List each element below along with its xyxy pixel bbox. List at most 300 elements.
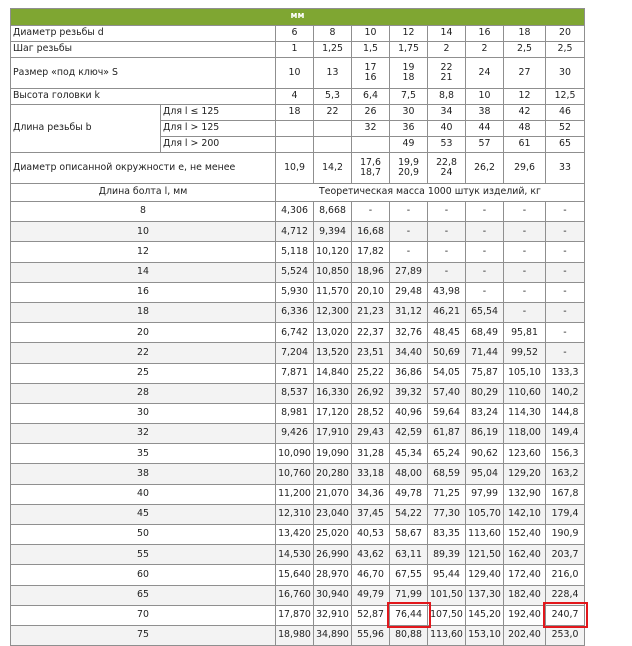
- mass-cell: 36,86: [390, 363, 428, 383]
- mass-cell: 57,40: [428, 383, 466, 403]
- mass-cell: 25,020: [314, 525, 352, 545]
- bolt-spec-table: [10, 8, 585, 646]
- param-value: 2,5: [504, 42, 546, 58]
- param-label: Шаг резьбы: [11, 42, 276, 58]
- param-value: 18: [504, 26, 546, 42]
- mass-cell: 18,96: [352, 262, 390, 282]
- mass-cell: 110,60: [504, 383, 546, 403]
- param-value: 46: [546, 105, 585, 121]
- mass-cell: 86,19: [466, 424, 504, 444]
- param-value-line: 26,2: [474, 161, 495, 173]
- param-value-line: 21: [440, 72, 453, 83]
- param-value: 36: [390, 121, 428, 137]
- mass-cell: 26,990: [314, 545, 352, 565]
- mass-cell: 16,330: [314, 383, 352, 403]
- mass-cell: 37,45: [352, 504, 390, 524]
- mass-cell: 33,18: [352, 464, 390, 484]
- param-value: 32: [352, 121, 390, 137]
- mass-cell: 9,426: [276, 424, 314, 444]
- bolt-length-cell: 14: [11, 262, 276, 282]
- param-value: [428, 153, 466, 184]
- param-value: 2: [466, 42, 504, 58]
- mass-cell: -: [546, 222, 585, 242]
- mass-cell: -: [504, 242, 546, 262]
- param-value: 26: [352, 105, 390, 121]
- param-value: 20: [546, 26, 585, 42]
- mass-cell: 144,8: [546, 403, 585, 423]
- param-value-line: 14,2: [322, 161, 343, 173]
- mass-cell: -: [466, 202, 504, 222]
- mass-cell: 13,420: [276, 525, 314, 545]
- mass-cell: 17,870: [276, 605, 314, 625]
- bolt-length-cell: 60: [11, 565, 276, 585]
- param-value: 38: [466, 105, 504, 121]
- bolt-length-cell: 8: [11, 202, 276, 222]
- mass-cell: 17,82: [352, 242, 390, 262]
- mass-cell: 49,79: [352, 585, 390, 605]
- mass-cell: 49,78: [390, 484, 428, 504]
- mass-cell: 28,52: [352, 403, 390, 423]
- mass-cell: -: [504, 302, 546, 322]
- mass-cell: 23,51: [352, 343, 390, 363]
- table-row: [11, 262, 585, 282]
- param-value-line: 33: [559, 161, 571, 173]
- mass-cell: 83,35: [428, 525, 466, 545]
- param-value: [314, 153, 352, 184]
- mass-cell: 97,99: [466, 484, 504, 504]
- param-value-line: 20,9: [398, 167, 419, 178]
- mass-cell: 23,040: [314, 504, 352, 524]
- param-label: Высота головки k: [11, 89, 276, 105]
- mass-cell: 152,40: [504, 525, 546, 545]
- mass-cell: 15,640: [276, 565, 314, 585]
- mass-cell: 203,7: [546, 545, 585, 565]
- mass-cell: 216,0: [546, 565, 585, 585]
- mass-cell: 29,43: [352, 424, 390, 444]
- bolt-length-cell: 38: [11, 464, 276, 484]
- param-value: 1,75: [390, 42, 428, 58]
- param-value-line: 27: [518, 66, 531, 78]
- mass-cell: -: [352, 202, 390, 222]
- wrench-size-row: [11, 58, 585, 89]
- mass-cell: 26,92: [352, 383, 390, 403]
- mass-cell: 95,44: [428, 565, 466, 585]
- mass-cell: 10,090: [276, 444, 314, 464]
- bolt-length-cell: 10: [11, 222, 276, 242]
- table-row: [11, 504, 585, 524]
- mass-cell: 14,840: [314, 363, 352, 383]
- mass-cell: -: [546, 242, 585, 262]
- mass-cell: -: [428, 242, 466, 262]
- param-value: 8: [314, 26, 352, 42]
- mass-cell: 71,99: [390, 585, 428, 605]
- mass-cell: 95,04: [466, 464, 504, 484]
- param-value-line: 30: [559, 66, 571, 78]
- table-row: [11, 202, 585, 222]
- mass-cell: -: [504, 262, 546, 282]
- mass-cell: 17,910: [314, 424, 352, 444]
- mass-cell: 145,20: [466, 605, 504, 625]
- mass-cell: -: [546, 262, 585, 282]
- mass-cell: 63,11: [390, 545, 428, 565]
- mass-cell: 29,48: [390, 282, 428, 302]
- param-value: [466, 58, 504, 89]
- mass-cell: 25,22: [352, 363, 390, 383]
- table-row: [11, 242, 585, 262]
- mass-cell: 20,280: [314, 464, 352, 484]
- param-value: 12: [504, 89, 546, 105]
- param-value-line: 13: [326, 66, 339, 78]
- mass-cell: 8,537: [276, 383, 314, 403]
- param-value-line: 22,8: [436, 156, 457, 168]
- param-label: Диаметр резьбы d: [11, 26, 276, 42]
- bolt-length-cell: 65: [11, 585, 276, 605]
- mass-cell: 31,28: [352, 444, 390, 464]
- mass-cell: 14,530: [276, 545, 314, 565]
- param-value: 44: [466, 121, 504, 137]
- mass-cell: 45,34: [390, 444, 428, 464]
- bolt-length-cell: 70: [11, 605, 276, 625]
- param-value-line: 24: [478, 66, 491, 78]
- mass-cell: 133,3: [546, 363, 585, 383]
- param-value: [352, 153, 390, 184]
- mass-cell: -: [504, 202, 546, 222]
- mass-cell: 129,20: [504, 464, 546, 484]
- param-value-line: 16: [364, 72, 377, 83]
- param-value: [428, 58, 466, 89]
- mass-cell: 75,87: [466, 363, 504, 383]
- mass-cell: 142,10: [504, 504, 546, 524]
- param-value: [276, 58, 314, 89]
- mass-cell: 67,55: [390, 565, 428, 585]
- mass-cell: 253,0: [546, 625, 585, 645]
- mass-cell: 43,98: [428, 282, 466, 302]
- mass-cell: -: [546, 323, 585, 343]
- param-value: [504, 58, 546, 89]
- mass-cell: 140,2: [546, 383, 585, 403]
- mass-cell: 76,44: [390, 605, 428, 625]
- bolt-length-cell: 35: [11, 444, 276, 464]
- unit-header: мм: [11, 9, 585, 26]
- mass-cell: 40,53: [352, 525, 390, 545]
- mass-cell: 5,524: [276, 262, 314, 282]
- mass-cell: 163,2: [546, 464, 585, 484]
- param-value: 14: [428, 26, 466, 42]
- mass-cell: 48,45: [428, 323, 466, 343]
- mass-cell: -: [504, 282, 546, 302]
- param-value-line: 10,9: [284, 161, 305, 173]
- param-value: 6: [276, 26, 314, 42]
- param-value: 30: [390, 105, 428, 121]
- mass-cell: 12,310: [276, 504, 314, 524]
- param-value-line: 18: [402, 72, 415, 83]
- head-height-row: [11, 89, 585, 105]
- param-value: [466, 153, 504, 184]
- mass-cell: 162,40: [504, 545, 546, 565]
- mass-cell: 123,60: [504, 444, 546, 464]
- table-row: [11, 444, 585, 464]
- param-value: 18: [276, 105, 314, 121]
- table-row: [11, 585, 585, 605]
- mass-cell: 10,120: [314, 242, 352, 262]
- bolt-length-cell: 28: [11, 383, 276, 403]
- param-value: 6,4: [352, 89, 390, 105]
- param-value: 2: [428, 42, 466, 58]
- mass-cell: 9,394: [314, 222, 352, 242]
- mass-cell: 21,23: [352, 302, 390, 322]
- mass-cell: -: [466, 242, 504, 262]
- mass-cell: 240,7: [546, 605, 585, 625]
- bolt-length-cell: 16: [11, 282, 276, 302]
- mass-cell: -: [466, 282, 504, 302]
- table-row: [11, 464, 585, 484]
- param-value: 12,5: [546, 89, 585, 105]
- bolt-length-cell: 25: [11, 363, 276, 383]
- table-row: [11, 323, 585, 343]
- param-value-line: 17,6: [360, 156, 381, 168]
- mass-cell: 113,60: [428, 625, 466, 645]
- param-value: 34: [428, 105, 466, 121]
- param-value-line: 19,9: [398, 156, 419, 168]
- mass-cell: 58,67: [390, 525, 428, 545]
- param-value: 5,3: [314, 89, 352, 105]
- mass-cell: 107,50: [428, 605, 466, 625]
- mass-cell: 7,204: [276, 343, 314, 363]
- mass-cell: 12,300: [314, 302, 352, 322]
- mass-cell: 55,96: [352, 625, 390, 645]
- mass-cell: -: [466, 222, 504, 242]
- param-label: Длина резьбы b: [11, 105, 161, 153]
- mass-cell: 179,4: [546, 504, 585, 524]
- mass-cell: 54,22: [390, 504, 428, 524]
- mass-cell: 20,10: [352, 282, 390, 302]
- mass-cell: 137,30: [466, 585, 504, 605]
- param-value-line: 29,6: [514, 161, 535, 173]
- mass-cell: 28,970: [314, 565, 352, 585]
- param-value: [352, 58, 390, 89]
- mass-cell: 153,10: [466, 625, 504, 645]
- mass-cell: 118,00: [504, 424, 546, 444]
- mass-cell: 18,980: [276, 625, 314, 645]
- mass-cell: 95,81: [504, 323, 546, 343]
- param-value: [504, 153, 546, 184]
- mass-cell: 83,24: [466, 403, 504, 423]
- param-value: 10: [466, 89, 504, 105]
- mass-cell: 105,10: [504, 363, 546, 383]
- param-value: [276, 153, 314, 184]
- mass-cell: 80,88: [390, 625, 428, 645]
- param-value-line: 18,7: [360, 167, 381, 178]
- thread-length-row: [11, 105, 585, 121]
- param-value: 40: [428, 121, 466, 137]
- mass-cell: 5,118: [276, 242, 314, 262]
- mass-cell: 40,96: [390, 403, 428, 423]
- param-value: 1,25: [314, 42, 352, 58]
- table-row: [11, 222, 585, 242]
- param-value: 12: [390, 26, 428, 42]
- table-row: [11, 545, 585, 565]
- param-value: 65: [546, 137, 585, 153]
- mass-cell: 228,4: [546, 585, 585, 605]
- mass-cell: 30,940: [314, 585, 352, 605]
- bolt-length-cell: 75: [11, 625, 276, 645]
- table-row: [11, 403, 585, 423]
- table-row: [11, 525, 585, 545]
- table-row: [11, 424, 585, 444]
- mass-cell: -: [428, 202, 466, 222]
- unit-header-row: [11, 9, 585, 26]
- param-value: 8,8: [428, 89, 466, 105]
- mass-cell: 132,90: [504, 484, 546, 504]
- param-value: [314, 58, 352, 89]
- bolt-spec-table-container: [10, 8, 584, 646]
- mass-cell: 71,25: [428, 484, 466, 504]
- bolt-length-header: Длина болта l, мм: [11, 184, 276, 202]
- mass-cell: 113,60: [466, 525, 504, 545]
- param-value: 1,5: [352, 42, 390, 58]
- param-value: 10: [352, 26, 390, 42]
- mass-cell: 105,70: [466, 504, 504, 524]
- bolt-length-cell: 32: [11, 424, 276, 444]
- bolt-length-cell: 20: [11, 323, 276, 343]
- mass-cell: 11,200: [276, 484, 314, 504]
- table-row: [11, 625, 585, 645]
- circumscribed-diameter-row: [11, 153, 585, 184]
- mass-cell: 21,070: [314, 484, 352, 504]
- bolt-length-cell: 22: [11, 343, 276, 363]
- mass-cell: -: [390, 222, 428, 242]
- param-value: 52: [546, 121, 585, 137]
- mass-cell: 13,520: [314, 343, 352, 363]
- mass-cell: 167,8: [546, 484, 585, 504]
- param-value-line: 10: [288, 66, 301, 78]
- mass-cell: 7,871: [276, 363, 314, 383]
- mass-cell: -: [504, 222, 546, 242]
- mass-cell: 16,68: [352, 222, 390, 242]
- mass-cell: 8,981: [276, 403, 314, 423]
- param-value: [314, 137, 352, 153]
- table-row: [11, 282, 585, 302]
- param-value: 57: [466, 137, 504, 153]
- mass-cell: 46,70: [352, 565, 390, 585]
- mass-cell: 50,69: [428, 343, 466, 363]
- mass-cell: 68,59: [428, 464, 466, 484]
- thread-length-condition: Для l > 125: [161, 121, 276, 137]
- mass-cell: 71,44: [466, 343, 504, 363]
- param-value: 22: [314, 105, 352, 121]
- mass-cell: 32,76: [390, 323, 428, 343]
- param-label: Диаметр описанной окружности е, не менее: [11, 153, 276, 184]
- mass-cell: -: [546, 343, 585, 363]
- mass-cell: 99,52: [504, 343, 546, 363]
- param-value: 16: [466, 26, 504, 42]
- mass-cell: 6,336: [276, 302, 314, 322]
- mass-cell: 114,30: [504, 403, 546, 423]
- mass-cell: 34,36: [352, 484, 390, 504]
- param-value: [276, 121, 314, 137]
- mass-cell: 61,87: [428, 424, 466, 444]
- mass-cell: 5,930: [276, 282, 314, 302]
- mass-cell: 156,3: [546, 444, 585, 464]
- thread-length-condition: Для l ≤ 125: [161, 105, 276, 121]
- mass-cell: 77,30: [428, 504, 466, 524]
- mass-cell: 4,712: [276, 222, 314, 242]
- param-value: 61: [504, 137, 546, 153]
- thread-pitch-row: [11, 42, 585, 58]
- mass-cell: 48,00: [390, 464, 428, 484]
- mass-header: Теоретическая масса 1000 штук изделий, кг: [276, 184, 585, 202]
- mass-cell: 46,21: [428, 302, 466, 322]
- mass-cell: -: [390, 202, 428, 222]
- bolt-length-cell: 40: [11, 484, 276, 504]
- mass-cell: 22,37: [352, 323, 390, 343]
- param-value: 53: [428, 137, 466, 153]
- mass-cell: 90,62: [466, 444, 504, 464]
- param-value: 1: [276, 42, 314, 58]
- mass-cell: 182,40: [504, 585, 546, 605]
- table-row: [11, 484, 585, 504]
- bolt-length-cell: 18: [11, 302, 276, 322]
- mass-cell: 149,4: [546, 424, 585, 444]
- mass-cell: 27,89: [390, 262, 428, 282]
- param-value: [314, 121, 352, 137]
- table-row: [11, 605, 585, 625]
- mass-cell: -: [546, 202, 585, 222]
- mass-cell: 190,9: [546, 525, 585, 545]
- bolt-length-cell: 45: [11, 504, 276, 524]
- param-value: 7,5: [390, 89, 428, 105]
- mass-cell: 11,570: [314, 282, 352, 302]
- param-value: [390, 58, 428, 89]
- bolt-length-cell: 50: [11, 525, 276, 545]
- mass-cell: 129,40: [466, 565, 504, 585]
- mass-cell: 34,890: [314, 625, 352, 645]
- mass-cell: 10,850: [314, 262, 352, 282]
- param-value: 49: [390, 137, 428, 153]
- mass-cell: -: [428, 262, 466, 282]
- bolt-length-cell: 12: [11, 242, 276, 262]
- mass-cell: 13,020: [314, 323, 352, 343]
- param-value: 4: [276, 89, 314, 105]
- param-value: 48: [504, 121, 546, 137]
- mass-cell: 4,306: [276, 202, 314, 222]
- bolt-length-cell: 55: [11, 545, 276, 565]
- mass-cell: -: [546, 282, 585, 302]
- param-value: [352, 137, 390, 153]
- mass-cell: 19,090: [314, 444, 352, 464]
- param-label: Размер «под ключ» S: [11, 58, 276, 89]
- mass-cell: 202,40: [504, 625, 546, 645]
- table-row: [11, 363, 585, 383]
- mass-cell: 10,760: [276, 464, 314, 484]
- table-row: [11, 302, 585, 322]
- mass-cell: 89,39: [428, 545, 466, 565]
- mass-cell: -: [466, 262, 504, 282]
- mass-cell: 172,40: [504, 565, 546, 585]
- param-value: [546, 153, 585, 184]
- param-value: [276, 137, 314, 153]
- table-row: [11, 343, 585, 363]
- bolt-length-cell: 30: [11, 403, 276, 423]
- mass-cell: -: [390, 242, 428, 262]
- mass-cell: -: [428, 222, 466, 242]
- mass-cell: 80,29: [466, 383, 504, 403]
- mass-cell: 42,59: [390, 424, 428, 444]
- mass-cell: -: [546, 302, 585, 322]
- mass-cell: 101,50: [428, 585, 466, 605]
- mass-cell: 54,05: [428, 363, 466, 383]
- param-value-line: 17: [364, 61, 377, 73]
